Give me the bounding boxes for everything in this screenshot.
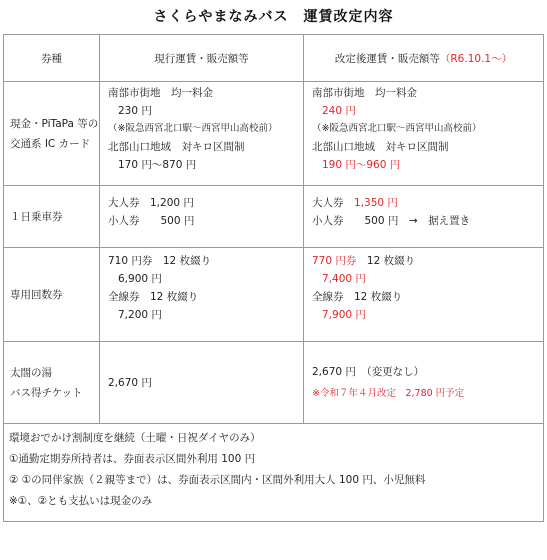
- ic-new-5: 190 円～960 円: [322, 159, 401, 171]
- ic-cur-2: 230 円: [118, 105, 152, 117]
- row-coupon-new: [304, 248, 544, 342]
- header-type: 券種: [4, 35, 100, 82]
- fare-table: [3, 34, 544, 522]
- coupon-new-3: 全線券 12 枚綴り: [312, 291, 403, 303]
- ic-new-4: 北部山口地域 対キロ区間制: [312, 141, 449, 153]
- row-onsen-new: [304, 342, 544, 424]
- ic-new-3: （※阪急西宮北口駅～西宮甲山高校前）: [312, 123, 482, 134]
- day-new-1-price: 1,350 円: [354, 197, 398, 209]
- day-cur-1: 大人券 1,200 円: [108, 197, 194, 209]
- row-coupon-current: [100, 248, 304, 342]
- day-cur-2: 小人券 500 円: [108, 215, 195, 227]
- ic-new-1: 南部市街地 均一料金: [312, 87, 417, 99]
- coupon-new-1: [312, 252, 543, 270]
- coupon-cur-4: 7,200 円: [118, 309, 162, 321]
- note-2: ①通勤定期券所持者は、券面表示区間外利用 100 円: [9, 453, 256, 465]
- row-onsen-label-1: 太閤の湯: [10, 366, 52, 379]
- coupon-new-2: 7,400 円: [322, 273, 366, 285]
- onsen-cur-1: 2,670 円: [108, 376, 152, 389]
- note-4: ※①、②とも支払いは現金のみ: [9, 495, 153, 507]
- header-new-date: （R6.10.1～）: [439, 52, 513, 65]
- row-day-current: [100, 186, 304, 248]
- header-new-label: 改定後運賃・販売額等: [334, 52, 440, 65]
- ic-cur-1: 南部市街地 均一料金: [108, 87, 213, 99]
- header-current: 現行運賃・販売額等: [100, 35, 304, 82]
- row-onsen-label-2: バス得チケット: [10, 386, 83, 399]
- notes-cell: [4, 424, 544, 522]
- header-row: [4, 35, 544, 82]
- row-onsen-label: [4, 342, 100, 424]
- row-onsen: [4, 342, 544, 424]
- row-day-label: １日乗車券: [4, 186, 100, 248]
- row-ic: [4, 82, 544, 186]
- ic-cur-3: （※阪急西宮北口駅～西宮甲山高校前）: [108, 123, 278, 134]
- day-new-1: [312, 194, 543, 212]
- note-3: ② ①の同伴家族（２親等まで）は、券面表示区間内・区間外利用大人 100 円、小児無料: [9, 474, 426, 486]
- day-new-1-label: 大人券: [312, 197, 344, 209]
- coupon-new-1-ticket: 770 円券: [312, 255, 357, 267]
- row-ic-current: [100, 82, 304, 186]
- coupon-cur-3: 全線券 12 枚綴り: [108, 291, 199, 303]
- coupon-new-1-count: 12 枚綴り: [366, 255, 416, 267]
- row-coupon-label: 専用回数券: [4, 248, 100, 342]
- day-new-2: 小人券 500 円 → 据え置き: [312, 215, 471, 227]
- note-1: 環境おでかけ割制度を継続（土曜・日祝ダイヤのみ）: [9, 432, 261, 444]
- row-ic-label: [4, 82, 100, 186]
- ic-cur-4: 北部山口地域 対キロ区間制: [108, 141, 245, 153]
- coupon-cur-1: 710 円券 12 枚綴り: [108, 255, 212, 267]
- row-coupon: [4, 248, 544, 342]
- row-ic-label-2: 交通系 IC カード: [10, 137, 91, 150]
- row-ic-label-1: 現金・PiTaPa 等の: [10, 117, 99, 130]
- coupon-cur-2: 6,900 円: [118, 273, 162, 285]
- header-new: [304, 35, 544, 82]
- ic-cur-5: 170 円～870 円: [118, 159, 197, 171]
- coupon-new-4: 7,900 円: [322, 309, 366, 321]
- row-ic-new: [304, 82, 544, 186]
- row-day-pass: [4, 186, 544, 248]
- onsen-new-2: ※令和７年４月改定 2,780 円予定: [312, 387, 465, 399]
- notes-row: [4, 424, 544, 522]
- row-onsen-current: [100, 342, 304, 424]
- row-day-new: [304, 186, 544, 248]
- page-title: さくらやまなみバス 運賃改定内容: [153, 9, 394, 25]
- onsen-new-1: 2,670 円 （変更なし）: [312, 365, 425, 378]
- ic-new-2: 240 円: [322, 105, 356, 117]
